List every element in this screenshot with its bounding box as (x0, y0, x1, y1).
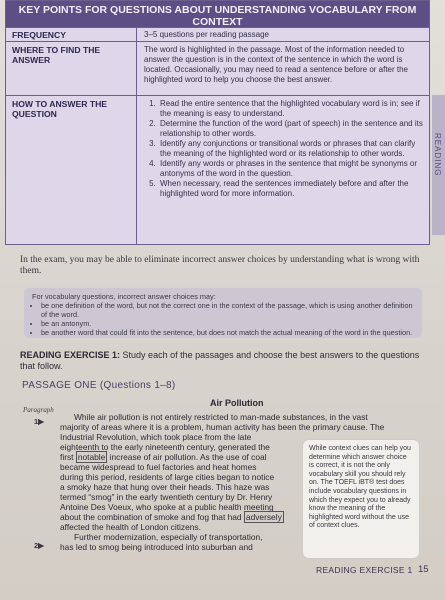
body-line: While air pollution is not entirely restricted to man-made substances, in the vast (74, 412, 368, 422)
highlighted-word-adversely: adversely (245, 512, 282, 522)
body-line: termed “smog” in the early twentieth century by Dr. Henry (60, 492, 273, 502)
article-title: Air Pollution (210, 398, 264, 408)
body-line: became widespread to fuel factories and heat homes (60, 462, 257, 472)
how-to-answer-label: HOW TO ANSWER THE QUESTION (12, 99, 108, 119)
paragraph-marker-1: 1▶ (34, 417, 44, 426)
reading-side-tab (432, 95, 445, 235)
key-points-table (5, 0, 430, 245)
page-number: 15 (418, 564, 429, 575)
context-clues-tip: While context clues can help you determine which answer choice is correct, it is not the only vocabulary skill you should rely on. The TOEFL iBT® test does include vocabulary questions in which they expect you to already know the meaning of the highlighted word without the use of context clues. (303, 440, 419, 558)
step-3: 3. Identify any conjunctions or transitional words or phrases that can clarify the meaning of the highlighted word or its relationship to other words. (158, 139, 423, 159)
footer-label: READING EXERCISE 1 (316, 565, 413, 575)
body-line: has led to smog being introduced into suburban and (60, 542, 253, 552)
body-line: Further modernization, especially of transportation, (74, 532, 263, 542)
exercise-heading (20, 350, 425, 372)
step-4: 4. Identify any words or phrases in the sentence that might be synonyms or antonyms of the word in the question. (158, 159, 423, 179)
note-bullet-3: • be another word that could fit into the sentence, but does not match the actual meaning of the word in the question. (41, 328, 414, 337)
step-2: 2. Determine the function of the word (part of speech) in the sentence and its relationship to other words. (158, 119, 423, 139)
frequency-label: FREQUENCY (12, 30, 66, 40)
intro-text: In the exam, you may be able to eliminate incorrect answer choices by understanding what is wrong with them. (20, 255, 420, 276)
note-lead: For vocabulary questions, incorrect answer choices may: (32, 292, 216, 301)
where-to-find-label: WHERE TO FIND THE ANSWER (12, 45, 101, 65)
side-tab-label: READING (433, 133, 442, 177)
how-to-answer-steps (144, 99, 423, 199)
frequency-row (6, 27, 429, 41)
body-line: during this period, residents of large cities began to notice (60, 472, 275, 482)
body-line: eighteenth to the early nineteenth century, generated the (60, 442, 270, 452)
body-line: Industrial Revolution, which took place from the late (60, 432, 252, 442)
paragraph-marker-2: 2▶ (34, 541, 44, 550)
where-to-find-value: The word is highlighted in the passage. Most of the information needed to answer the question is in the context of the sentence in which the word is located. Occasionally, you may need to read a sentence before or after the highlighted word to help you choose the best answer. (144, 45, 409, 84)
exercise-instruction: Study each of the passages and choose the best answers to the questions that follow. (20, 350, 420, 371)
body-line: majority of areas where it is a problem, human activity has been the primary cause. The (60, 422, 385, 432)
key-points-header: KEY POINTS FOR QUESTIONS ABOUT UNDERSTANDING VOCABULARY FROM CONTEXT (6, 1, 429, 27)
step-1: 1. Read the entire sentence that the highlighted vocabulary word is in; see if the meaning is easy to understand. (158, 99, 423, 119)
where-to-find-row (6, 41, 429, 95)
body-line: affected the health of London citizens. (60, 522, 201, 532)
incorrect-choices-note (24, 288, 422, 338)
highlighted-word-notable: notable (77, 452, 106, 462)
frequency-value: 3–5 questions per reading passage (144, 30, 269, 39)
how-to-answer-row (6, 95, 429, 245)
body-line: about the combination of smoke and fog that had adversely (60, 512, 282, 522)
exercise-title: READING EXERCISE 1: (20, 350, 121, 360)
passage-heading: PASSAGE ONE (Questions 1–8) (22, 380, 176, 391)
paragraph-label: Paragraph (23, 406, 54, 414)
body-line: first notable increase of air pollution. As the use of coal (60, 452, 267, 462)
body-line: Antoine Des Voeux, who spoke at a public health meeting (60, 502, 274, 512)
body-line: a smoky haze that hung over their heads. This haze was (60, 482, 270, 492)
note-bullet-1: • be one definition of the word, but not the correct one in the context of the passage, which is using another definition of the word. (41, 301, 414, 319)
step-5: 5. When necessary, read the sentences immediately before and after the highlighted word for more information. (158, 179, 423, 199)
note-bullet-2: • be an antonym. (41, 319, 414, 328)
